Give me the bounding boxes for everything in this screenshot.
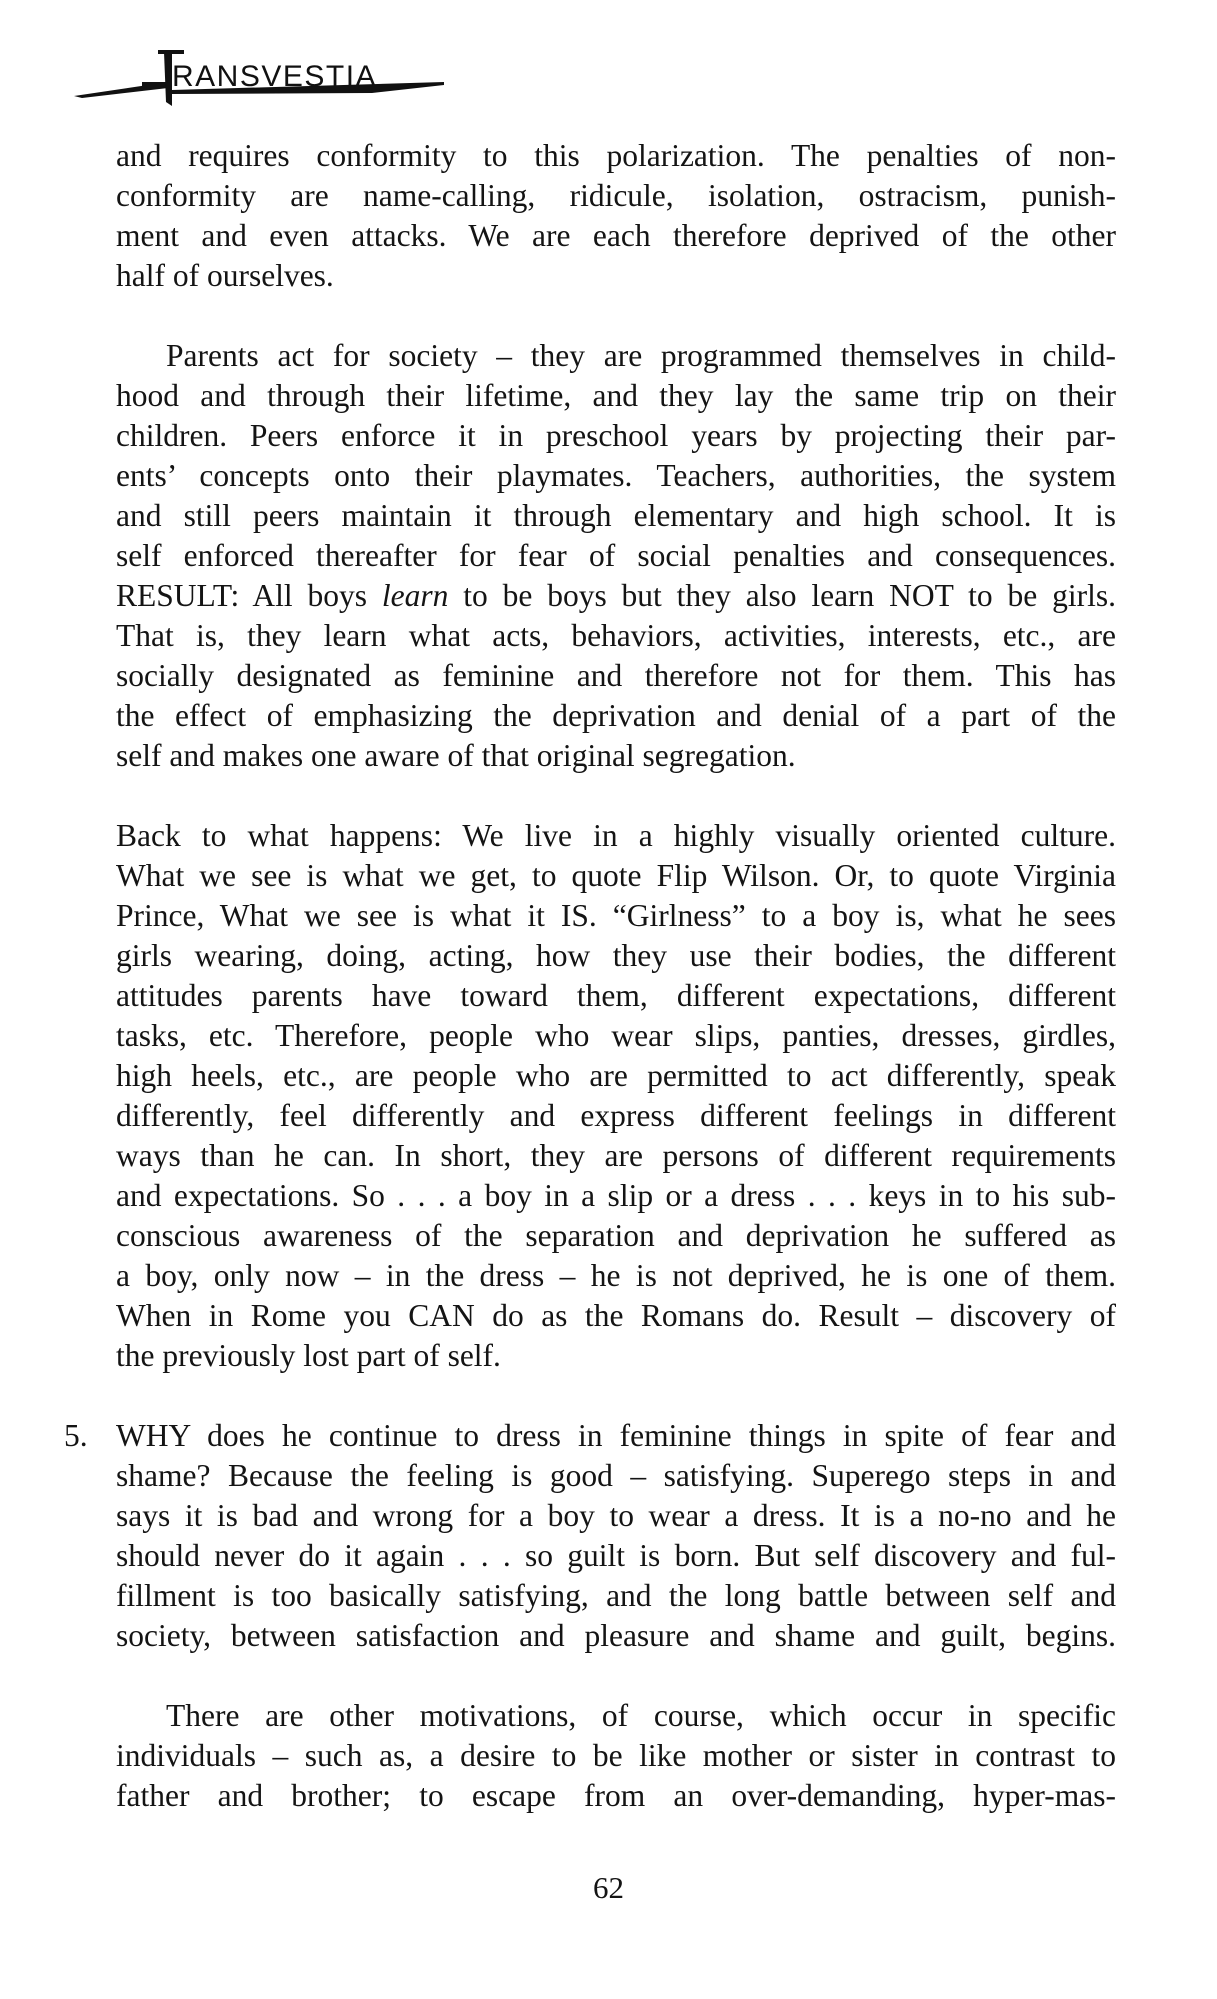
- text-line: WHY does he continue to dress in feminine things in spite of fear and: [116, 1418, 1116, 1453]
- item-number: 5.: [64, 1418, 88, 1453]
- text-line: That is, they learn what acts, behaviors, activities, interests, etc., are: [116, 618, 1116, 653]
- page-number: 62: [593, 1870, 624, 1905]
- text-line: children. Peers enforce it in preschool years by projecting their par-: [116, 418, 1116, 453]
- text-line: and expectations. So . . . a boy in a slip or a dress . . . keys in to his sub-: [116, 1178, 1116, 1213]
- paragraph-1: [116, 136, 1116, 296]
- emphasis-learn: learn: [381, 578, 449, 613]
- text-line: high heels, etc., are people who are permitted to act differently, speak: [116, 1058, 1116, 1093]
- text-line: society, between satisfaction and pleasure and shame and guilt, begins.: [116, 1618, 1116, 1653]
- text-line: ment and even attacks. We are each therefore deprived of the other: [116, 218, 1116, 253]
- text-line: What we see is what we get, to quote Flip Wilson. Or, to quote Virginia: [116, 858, 1116, 893]
- text-line: There are other motivations, of course, which occur in specific: [166, 1698, 1116, 1733]
- text-line: ways than he can. In short, they are persons of different requirements: [116, 1138, 1116, 1173]
- text-line: socially designated as feminine and therefore not for them. This has: [116, 658, 1116, 693]
- text-line: and still peers maintain it through elementary and high school. It is: [116, 498, 1116, 533]
- paragraph-2: [116, 336, 1116, 776]
- text-line: should never do it again . . . so guilt is born. But self discovery and ful-: [116, 1538, 1116, 1573]
- text-line: attitudes parents have toward them, different expectations, different: [116, 978, 1116, 1013]
- text-line: Prince, What we see is what it IS. “Girlness” to a boy is, what he sees: [116, 898, 1116, 933]
- text-line: conformity are name-calling, ridicule, isolation, ostracism, punish-: [116, 178, 1116, 213]
- text-line: self and makes one aware of that original segregation.: [116, 738, 796, 773]
- text-line: the previously lost part of self.: [116, 1338, 501, 1373]
- text-line: girls wearing, doing, acting, how they use their bodies, the different: [116, 938, 1116, 973]
- masthead-title: RANSVESTIA: [172, 60, 378, 93]
- text-line: tasks, etc. Therefore, people who wear slips, panties, dresses, girdles,: [116, 1018, 1116, 1053]
- text-line: half of ourselves.: [116, 258, 334, 293]
- text-line: Parents act for society – they are programmed themselves in child-: [166, 338, 1116, 373]
- masthead: [72, 38, 452, 108]
- text-line: differently, feel differently and express different feelings in different: [116, 1098, 1116, 1133]
- text-line: self enforced thereafter for fear of social penalties and consequences.: [116, 538, 1116, 573]
- numbered-item-5: [64, 1416, 1116, 1656]
- paragraph-5: [116, 1696, 1116, 1816]
- text-line: a boy, only now – in the dress – he is not deprived, he is one of them.: [116, 1258, 1116, 1293]
- text-line: hood and through their lifetime, and they lay the same trip on their: [116, 378, 1116, 413]
- text-line: shame? Because the feeling is good – satisfying. Superego steps in and: [116, 1458, 1116, 1493]
- text-line: When in Rome you CAN do as the Romans do. Result – discovery of: [116, 1298, 1116, 1333]
- text-line-result: [116, 576, 1116, 616]
- page-body: [64, 136, 1116, 1816]
- text-line: the effect of emphasizing the deprivation and denial of a part of the: [116, 698, 1116, 733]
- text-line: individuals – such as, a desire to be like mother or sister in contrast to: [116, 1738, 1116, 1773]
- paragraph-3: [116, 816, 1116, 1376]
- text-line: conscious awareness of the separation and deprivation he suffered as: [116, 1218, 1116, 1253]
- text-run: RESULT: All boys: [116, 578, 382, 613]
- text-run: to be boys but they also learn NOT to be girls.: [448, 578, 1116, 613]
- text-line: says it is bad and wrong for a boy to wear a dress. It is a no-no and he: [116, 1498, 1116, 1533]
- text-line: ents’ concepts onto their playmates. Teachers, authorities, the system: [116, 458, 1116, 493]
- text-line: and requires conformity to this polarization. The penalties of non-: [116, 138, 1116, 173]
- text-line: Back to what happens: We live in a highly visually oriented culture.: [116, 818, 1116, 853]
- text-line: fillment is too basically satisfying, and the long battle between self and: [116, 1578, 1116, 1613]
- text-line: father and brother; to escape from an over-demanding, hyper-mas-: [116, 1778, 1116, 1813]
